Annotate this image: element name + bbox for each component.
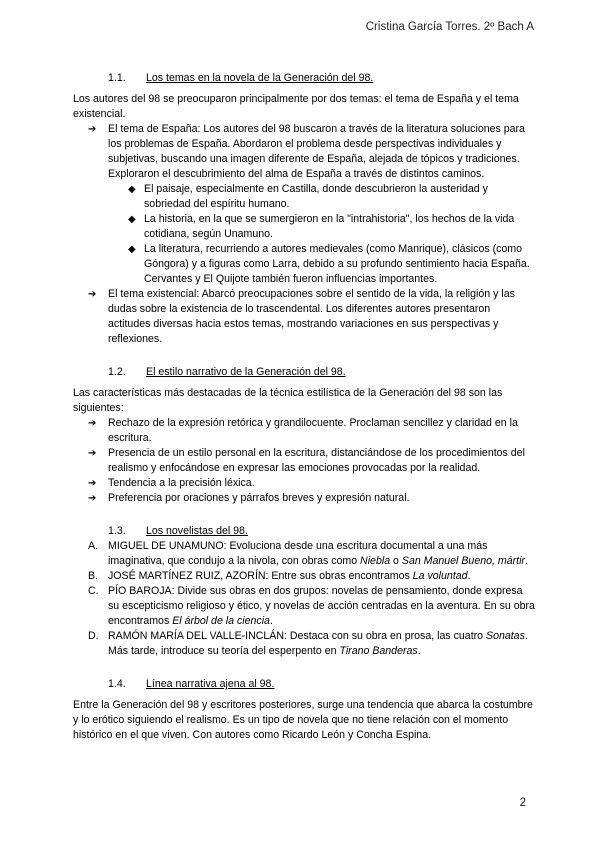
- list-item: [73, 629, 535, 659]
- section-number: 1.2.: [108, 366, 126, 378]
- work-title: La voluntad: [412, 570, 468, 582]
- sub-list-item: ◆ La historia, en la que se sumergieron en la "intrahistoria", los hechos de la vida cotidiana, según Unamuno.: [108, 212, 535, 242]
- text: .: [524, 555, 528, 567]
- list-item-text: El tema de España: Los autores del 98 buscaron a través de la literatura soluciones para los problemas de España. Abordaron el problema desde perspectivas individuales y subjetivas, buscando una imagen diferente de España, alejada de tópicos y tradiciones. Exploraron el descubrimiento del alma de España a través de distintos caminos.: [108, 123, 525, 180]
- section-body: Entre la Generación del 98 y escritores posteriores, surge una tendencia que abarca la costumbre y lo erótico siguiendo el realismo. Es un tipo de novela que no tiene relación con el momento histórico en el que viven. Con autores como Ricardo León y Concha Espina.: [73, 699, 533, 741]
- section-heading-1-1: [108, 71, 535, 86]
- sub-list-item: ◆ La literatura, recurriendo a autores medievales (como Manrique), clásicos (como Góngora) y a figuras como Larra, debido a su profundo sentimiento hacia España. Cervantes y El Quijote también fueron influencias importantes.: [108, 242, 535, 287]
- sub-list: [108, 182, 535, 287]
- work-title: Niebla: [360, 555, 391, 567]
- list-letter: B.: [88, 570, 99, 582]
- page-header-author: Cristina García Torres. 2º Bach A: [365, 21, 534, 33]
- work-title: Sonatas: [486, 630, 525, 642]
- section-title: Los novelistas del 98.: [146, 525, 248, 537]
- arrow-list: [73, 416, 535, 506]
- list-item: ➔ El tema existencial: Abarcó preocupaciones sobre el sentido de la vida, la religión y las dudas sobre la existencia de lo trascendental. Los diferentes autores presentaron actitudes diversas hacia estos temas, mostrando variaciones en sus perspectivas y reflexiones.: [73, 287, 535, 347]
- section-number: 1.1.: [108, 72, 126, 84]
- text: .: [269, 615, 273, 627]
- text: .: [467, 570, 471, 582]
- section-title: Línea narrativa ajena al 98.: [146, 678, 275, 690]
- section-number: 1.4.: [108, 678, 126, 690]
- list-item: [73, 539, 535, 569]
- work-title: San Manuel Bueno, mártir: [401, 555, 525, 567]
- text: . Más tarde, introduce su teoría del esperpento en: [108, 630, 528, 657]
- section-heading-1-4: [108, 677, 535, 692]
- list-item: ➔ Rechazo de la expresión retórica y grandilocuente. Proclaman sencillez y claridad en la escritura.: [73, 416, 535, 446]
- list-item: [73, 584, 535, 629]
- page-number: 2: [519, 797, 526, 809]
- document-body: [73, 71, 535, 743]
- text: .: [417, 645, 421, 657]
- list-letter: D.: [88, 630, 99, 642]
- list-item: ➔ Tendencia a la precisión léxica.: [73, 476, 535, 491]
- arrow-list: [73, 122, 535, 347]
- text: RAMÓN MARÍA DEL VALLE-INCLÁN: Destaca con su obra en prosa, las cuatro: [108, 630, 486, 642]
- lettered-list: [73, 539, 535, 659]
- list-letter: A.: [88, 540, 99, 552]
- section-title: Los temas en la novela de la Generación del 98.: [146, 72, 374, 84]
- section-intro: Las características más destacadas de la técnica estilística de la Generación del 98 son las siguientes:: [73, 387, 503, 414]
- list-letter: C.: [88, 585, 99, 597]
- list-item: [73, 122, 535, 287]
- section-heading-1-3: [108, 524, 535, 539]
- text: PÍO BAROJA: Divide sus obras en dos grupos: novelas de pensamiento, donde expresa su escepticismo religioso y ético, y novelas de acción centradas en la aventura. En su obra encontramos: [108, 585, 535, 627]
- section-heading-1-2: [108, 365, 535, 380]
- list-item: ➔ Presencia de un estilo personal en la escritura, distanciándose de los procedimientos del realismo y enfocándose en expresar las emociones provocadas por la realidad.: [73, 446, 535, 476]
- work-title: El árbol de la ciencia: [172, 615, 270, 627]
- sub-list-item: ◆ El paisaje, especialmente en Castilla, donde descubrieron la austeridad y sobriedad del espíritu humano.: [108, 182, 535, 212]
- section-intro: Los autores del 98 se preocuparon principalmente por dos temas: el tema de España y el tema existencial.: [73, 93, 519, 120]
- text: o: [390, 555, 402, 567]
- list-item: [73, 569, 535, 584]
- text: MIGUEL DE UNAMUNO: Evoluciona desde una escritura documental a una más imaginativa, que condujo a la nivola, con obras como: [108, 540, 488, 567]
- section-title: El estilo narrativo de la Generación del 98.: [146, 366, 346, 378]
- text: JOSÉ MARTÍNEZ RUIZ, AZORÍN: Entre sus obras encontramos: [108, 570, 413, 582]
- section-number: 1.3.: [108, 525, 126, 537]
- list-item: ➔ Preferencia por oraciones y párrafos breves y expresión natural.: [73, 491, 535, 506]
- work-title: Tirano Banderas: [339, 645, 418, 657]
